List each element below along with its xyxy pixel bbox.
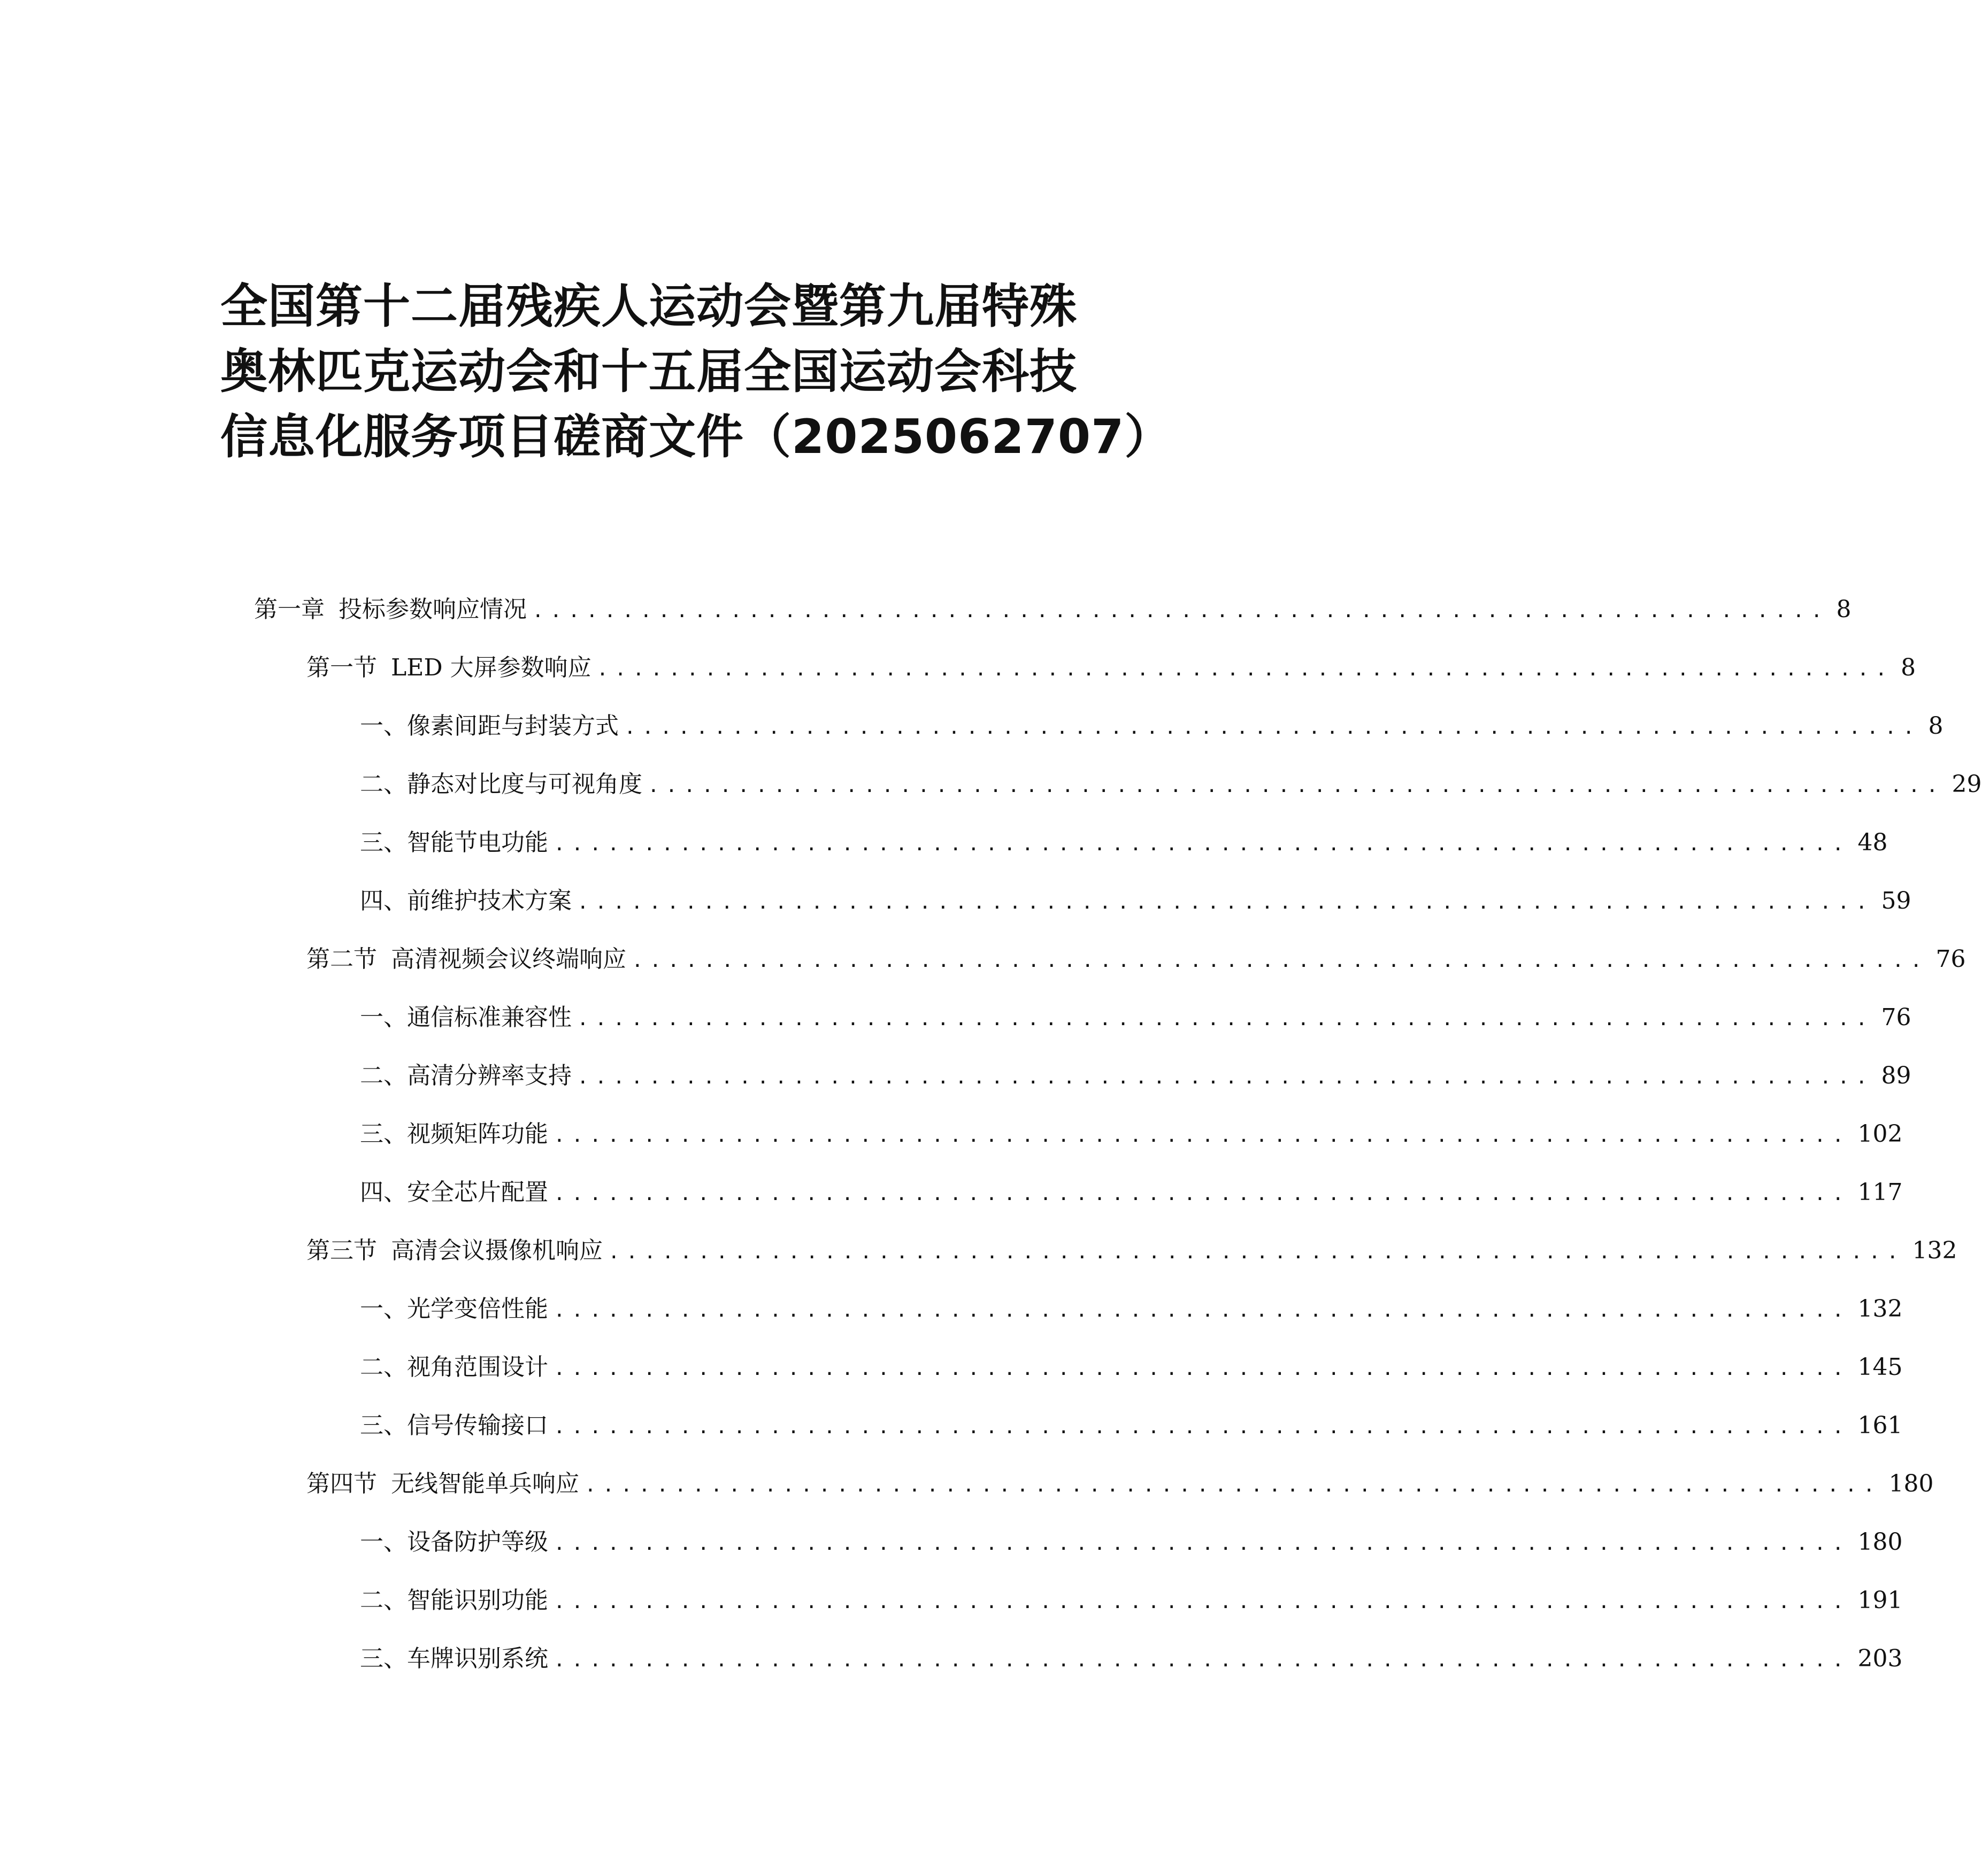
toc-entry-label: 信号传输接口 <box>407 1412 548 1439</box>
toc-entry-label: 静态对比度与可视角度 <box>407 771 642 798</box>
toc-entry-number: 三、 <box>360 1412 407 1439</box>
toc-entry-page: 132 <box>1857 1295 1903 1323</box>
toc-entry-page: 76 <box>1881 1004 1911 1031</box>
toc-entry-label: 高清视频会议终端响应 <box>391 945 626 973</box>
toc-dot-leader: ........................................................................ <box>648 775 1945 797</box>
toc-entry-number: 一、 <box>360 712 407 740</box>
toc-entry-label: LED 大屏参数响应 <box>391 654 591 681</box>
toc-entry-number: 三、 <box>360 1645 407 1672</box>
toc-entry-number: 二、 <box>360 771 407 798</box>
toc-entry-number: 第一章 <box>254 596 325 623</box>
toc-dot-leader: ........................................................................ <box>532 600 1829 622</box>
document-title <box>220 274 1172 470</box>
toc-entry-page: 8 <box>1928 712 1943 740</box>
toc-entry-number: 四、 <box>360 1179 407 1206</box>
toc-entry-number: 第四节 <box>306 1470 377 1497</box>
toc-entry-label: 无线智能单兵响应 <box>391 1470 579 1497</box>
toc-entry-section-3[interactable] <box>306 1235 1957 1267</box>
toc-entry-section-2[interactable] <box>306 943 1966 975</box>
toc-entry-subsection[interactable] <box>360 1060 1911 1092</box>
toc-entry-page: 145 <box>1857 1354 1903 1381</box>
title-line-1: 全国第十二届残疾人运动会暨第九届特殊 <box>220 279 1078 334</box>
toc-entry-number: 第三节 <box>306 1237 377 1264</box>
toc-entry-number: 二、 <box>360 1354 407 1381</box>
toc-entry-number: 第一节 <box>306 654 377 681</box>
toc-dot-leader: ........................................................................ <box>554 1300 1850 1321</box>
toc-entry-section-1[interactable] <box>306 652 1916 684</box>
toc-entry-page: 76 <box>1935 945 1966 973</box>
toc-entry-page: 117 <box>1857 1179 1903 1206</box>
toc-entry-number: 第二节 <box>306 945 377 973</box>
toc-entry-page: 29 <box>1952 771 1982 798</box>
toc-entry-page: 89 <box>1881 1062 1911 1089</box>
toc-entry-subsection[interactable] <box>360 1410 1903 1442</box>
toc-entry-page: 180 <box>1888 1470 1934 1497</box>
toc-entry-page: 48 <box>1857 829 1888 856</box>
toc-entry-page: 161 <box>1857 1412 1903 1439</box>
toc-entry-label: 智能识别功能 <box>407 1587 548 1614</box>
toc-dot-leader: ........................................................................ <box>577 891 1874 913</box>
toc-dot-leader: ........................................................................ <box>596 658 1894 680</box>
toc-entry-page: 180 <box>1857 1528 1903 1556</box>
toc-entry-label: 高清分辨率支持 <box>407 1062 572 1089</box>
toc-dot-leader: ........................................................................ <box>554 1358 1850 1380</box>
toc-entry-subsection[interactable] <box>360 827 1888 859</box>
toc-entry-label: 车牌识别系统 <box>407 1645 548 1672</box>
toc-entry-number: 三、 <box>360 1120 407 1148</box>
toc-dot-leader: ........................................................................ <box>554 1591 1850 1613</box>
toc-entry-subsection[interactable] <box>360 1177 1903 1209</box>
toc-entry-page: 191 <box>1857 1587 1903 1614</box>
toc-entry-page: 8 <box>1901 654 1916 681</box>
toc-dot-leader: ........................................................................ <box>585 1474 1881 1496</box>
toc-entry-label: 安全芯片配置 <box>407 1179 548 1206</box>
toc-dot-leader: ........................................................................ <box>624 717 1921 739</box>
title-line-3: 信息化服务项目磋商文件（2025062707） <box>220 409 1172 464</box>
toc-entry-subsection[interactable] <box>360 1293 1903 1325</box>
toc-dot-leader: ........................................................................ <box>554 1649 1850 1671</box>
toc-entry-subsection[interactable] <box>360 1526 1903 1558</box>
toc-entry-label: 通信标准兼容性 <box>407 1004 572 1031</box>
toc-entry-page: 203 <box>1857 1645 1903 1672</box>
toc-entry-label: 像素间距与封装方式 <box>407 712 619 740</box>
toc-entry-subsection[interactable] <box>360 1643 1903 1675</box>
toc-dot-leader: ........................................................................ <box>554 1416 1850 1438</box>
toc-dot-leader: ........................................................................ <box>554 1533 1850 1555</box>
toc-entry-subsection[interactable] <box>360 885 1911 917</box>
toc-entry-subsection[interactable] <box>360 1002 1911 1034</box>
toc-entry-page: 102 <box>1857 1120 1903 1148</box>
toc-entry-number: 二、 <box>360 1062 407 1089</box>
toc-dot-leader: ........................................................................ <box>577 1066 1874 1088</box>
toc-entry-label: 视频矩阵功能 <box>407 1120 548 1148</box>
toc-entry-label: 视角范围设计 <box>407 1354 548 1381</box>
toc-entry-subsection[interactable] <box>360 1585 1903 1617</box>
toc-dot-leader: ........................................................................ <box>554 1183 1850 1205</box>
toc-entry-subsection[interactable] <box>360 1351 1903 1383</box>
toc-dot-leader: ........................................................................ <box>632 950 1929 972</box>
toc-entry-label: 投标参数响应情况 <box>339 596 527 623</box>
toc-entry-number: 一、 <box>360 1004 407 1031</box>
toc-entry-label: 前维护技术方案 <box>407 887 572 914</box>
toc-entry-page: 132 <box>1912 1237 1957 1264</box>
toc-entry-subsection[interactable] <box>360 768 1982 801</box>
toc-entry-number: 二、 <box>360 1587 407 1614</box>
toc-entry-label: 光学变倍性能 <box>407 1295 548 1323</box>
toc-entry-subsection[interactable] <box>360 1118 1903 1150</box>
toc-entry-number: 一、 <box>360 1295 407 1323</box>
toc-entry-page: 8 <box>1836 596 1852 623</box>
toc-dot-leader: ........................................................................ <box>608 1241 1905 1263</box>
toc-dot-leader: ........................................................................ <box>577 1008 1874 1030</box>
toc-entry-label: 设备防护等级 <box>407 1528 548 1556</box>
toc-entry-section-4[interactable] <box>306 1468 1934 1500</box>
toc-entry-chapter-1[interactable] <box>254 594 1852 626</box>
title-line-2: 奥林匹克运动会和十五届全国运动会科技 <box>220 344 1078 399</box>
toc-dot-leader: ........................................................................ <box>554 1125 1850 1147</box>
toc-entry-number: 三、 <box>360 829 407 856</box>
toc-entry-subsection[interactable] <box>360 710 1943 742</box>
toc-entry-page: 59 <box>1881 887 1911 914</box>
toc-entry-number: 一、 <box>360 1528 407 1556</box>
toc-entry-label: 智能节电功能 <box>407 829 548 856</box>
toc-entry-label: 高清会议摄像机响应 <box>391 1237 603 1264</box>
toc-entry-number: 四、 <box>360 887 407 914</box>
toc-dot-leader: ........................................................................ <box>554 833 1850 855</box>
